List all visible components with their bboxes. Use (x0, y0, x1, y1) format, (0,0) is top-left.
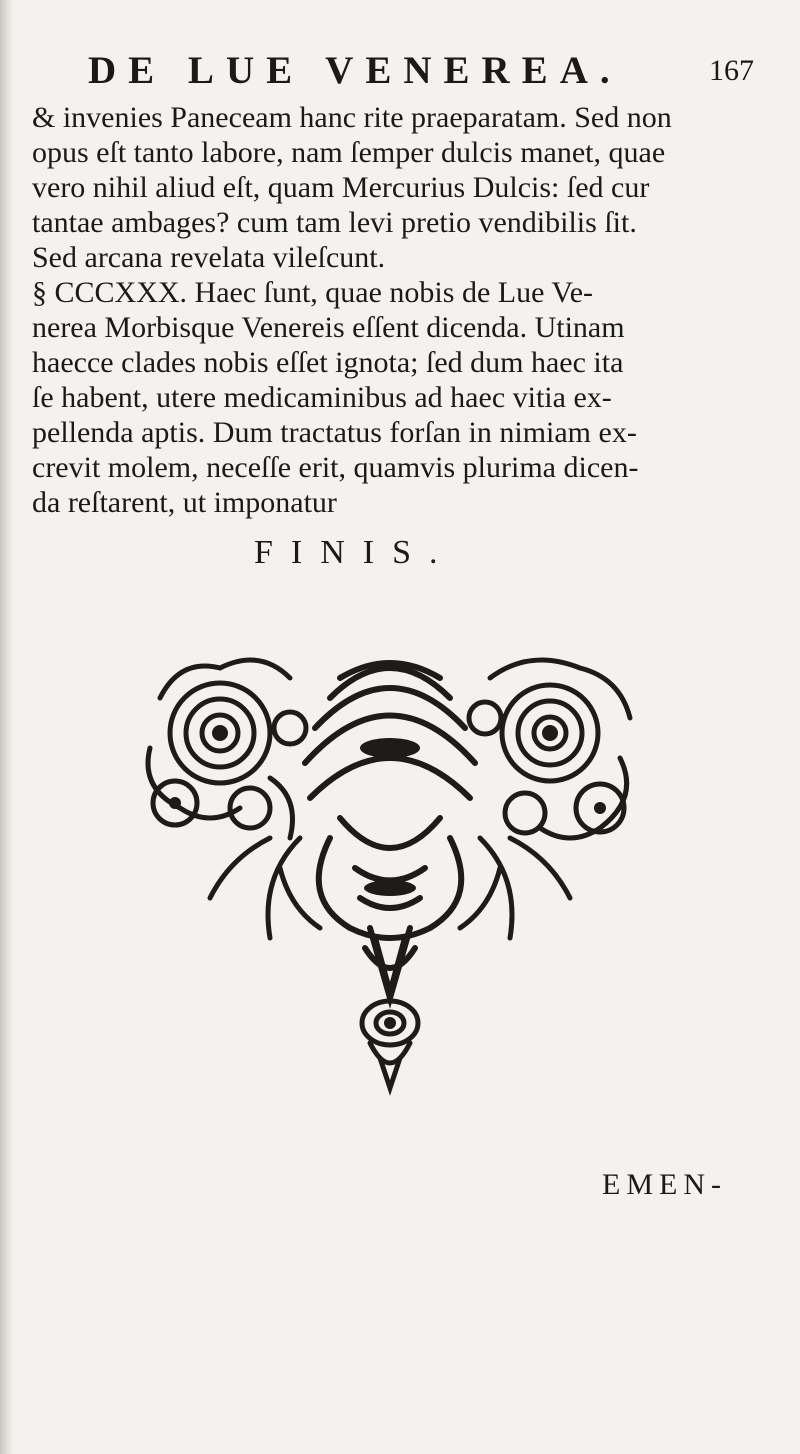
text-line: pellenda aptis. Dum tractatus forſan in nimiam ex- (32, 416, 637, 449)
text-line: haecce clades nobis eſſet ignota; ſed dum haec ita (32, 346, 624, 379)
text-line: & invenies Paneceam hanc rite praeparatam. Sed non (32, 101, 672, 134)
catchword: EMEN- (602, 1168, 727, 1201)
floral-tailpiece-ornament-icon (130, 638, 650, 1098)
text-line: da reſtarent, ut imponatur (32, 486, 337, 519)
text-line: ſe habent, utere medicaminibus ad haec vitia ex- (32, 381, 612, 414)
page-gutter-shadow (0, 0, 14, 1454)
body-text (32, 100, 782, 520)
running-head (54, 48, 754, 98)
text-line: § CCCXXX. Haec ſunt, quae nobis de Lue Ve- (32, 276, 594, 309)
text-line: tantae ambages? cum tam levi pretio vendibilis ſit. (32, 206, 637, 239)
text-line: crevit molem, neceſſe erit, quamvis plurima dicen- (32, 451, 639, 484)
text-line: opus eſt tanto labore, nam ſemper dulcis manet, quae (32, 136, 666, 169)
running-title: DE LUE VENEREA. (88, 49, 622, 92)
page-number: 167 (709, 54, 754, 87)
finis-heading: FINIS. (254, 534, 456, 571)
text-line: nerea Morbisque Venereis eſſent dicenda. Utinam (32, 311, 625, 344)
text-line: vero nihil aliud eſt, quam Mercurius Dulcis: ſed cur (32, 171, 650, 204)
text-line: Sed arcana revelata vileſcunt. (32, 241, 386, 274)
